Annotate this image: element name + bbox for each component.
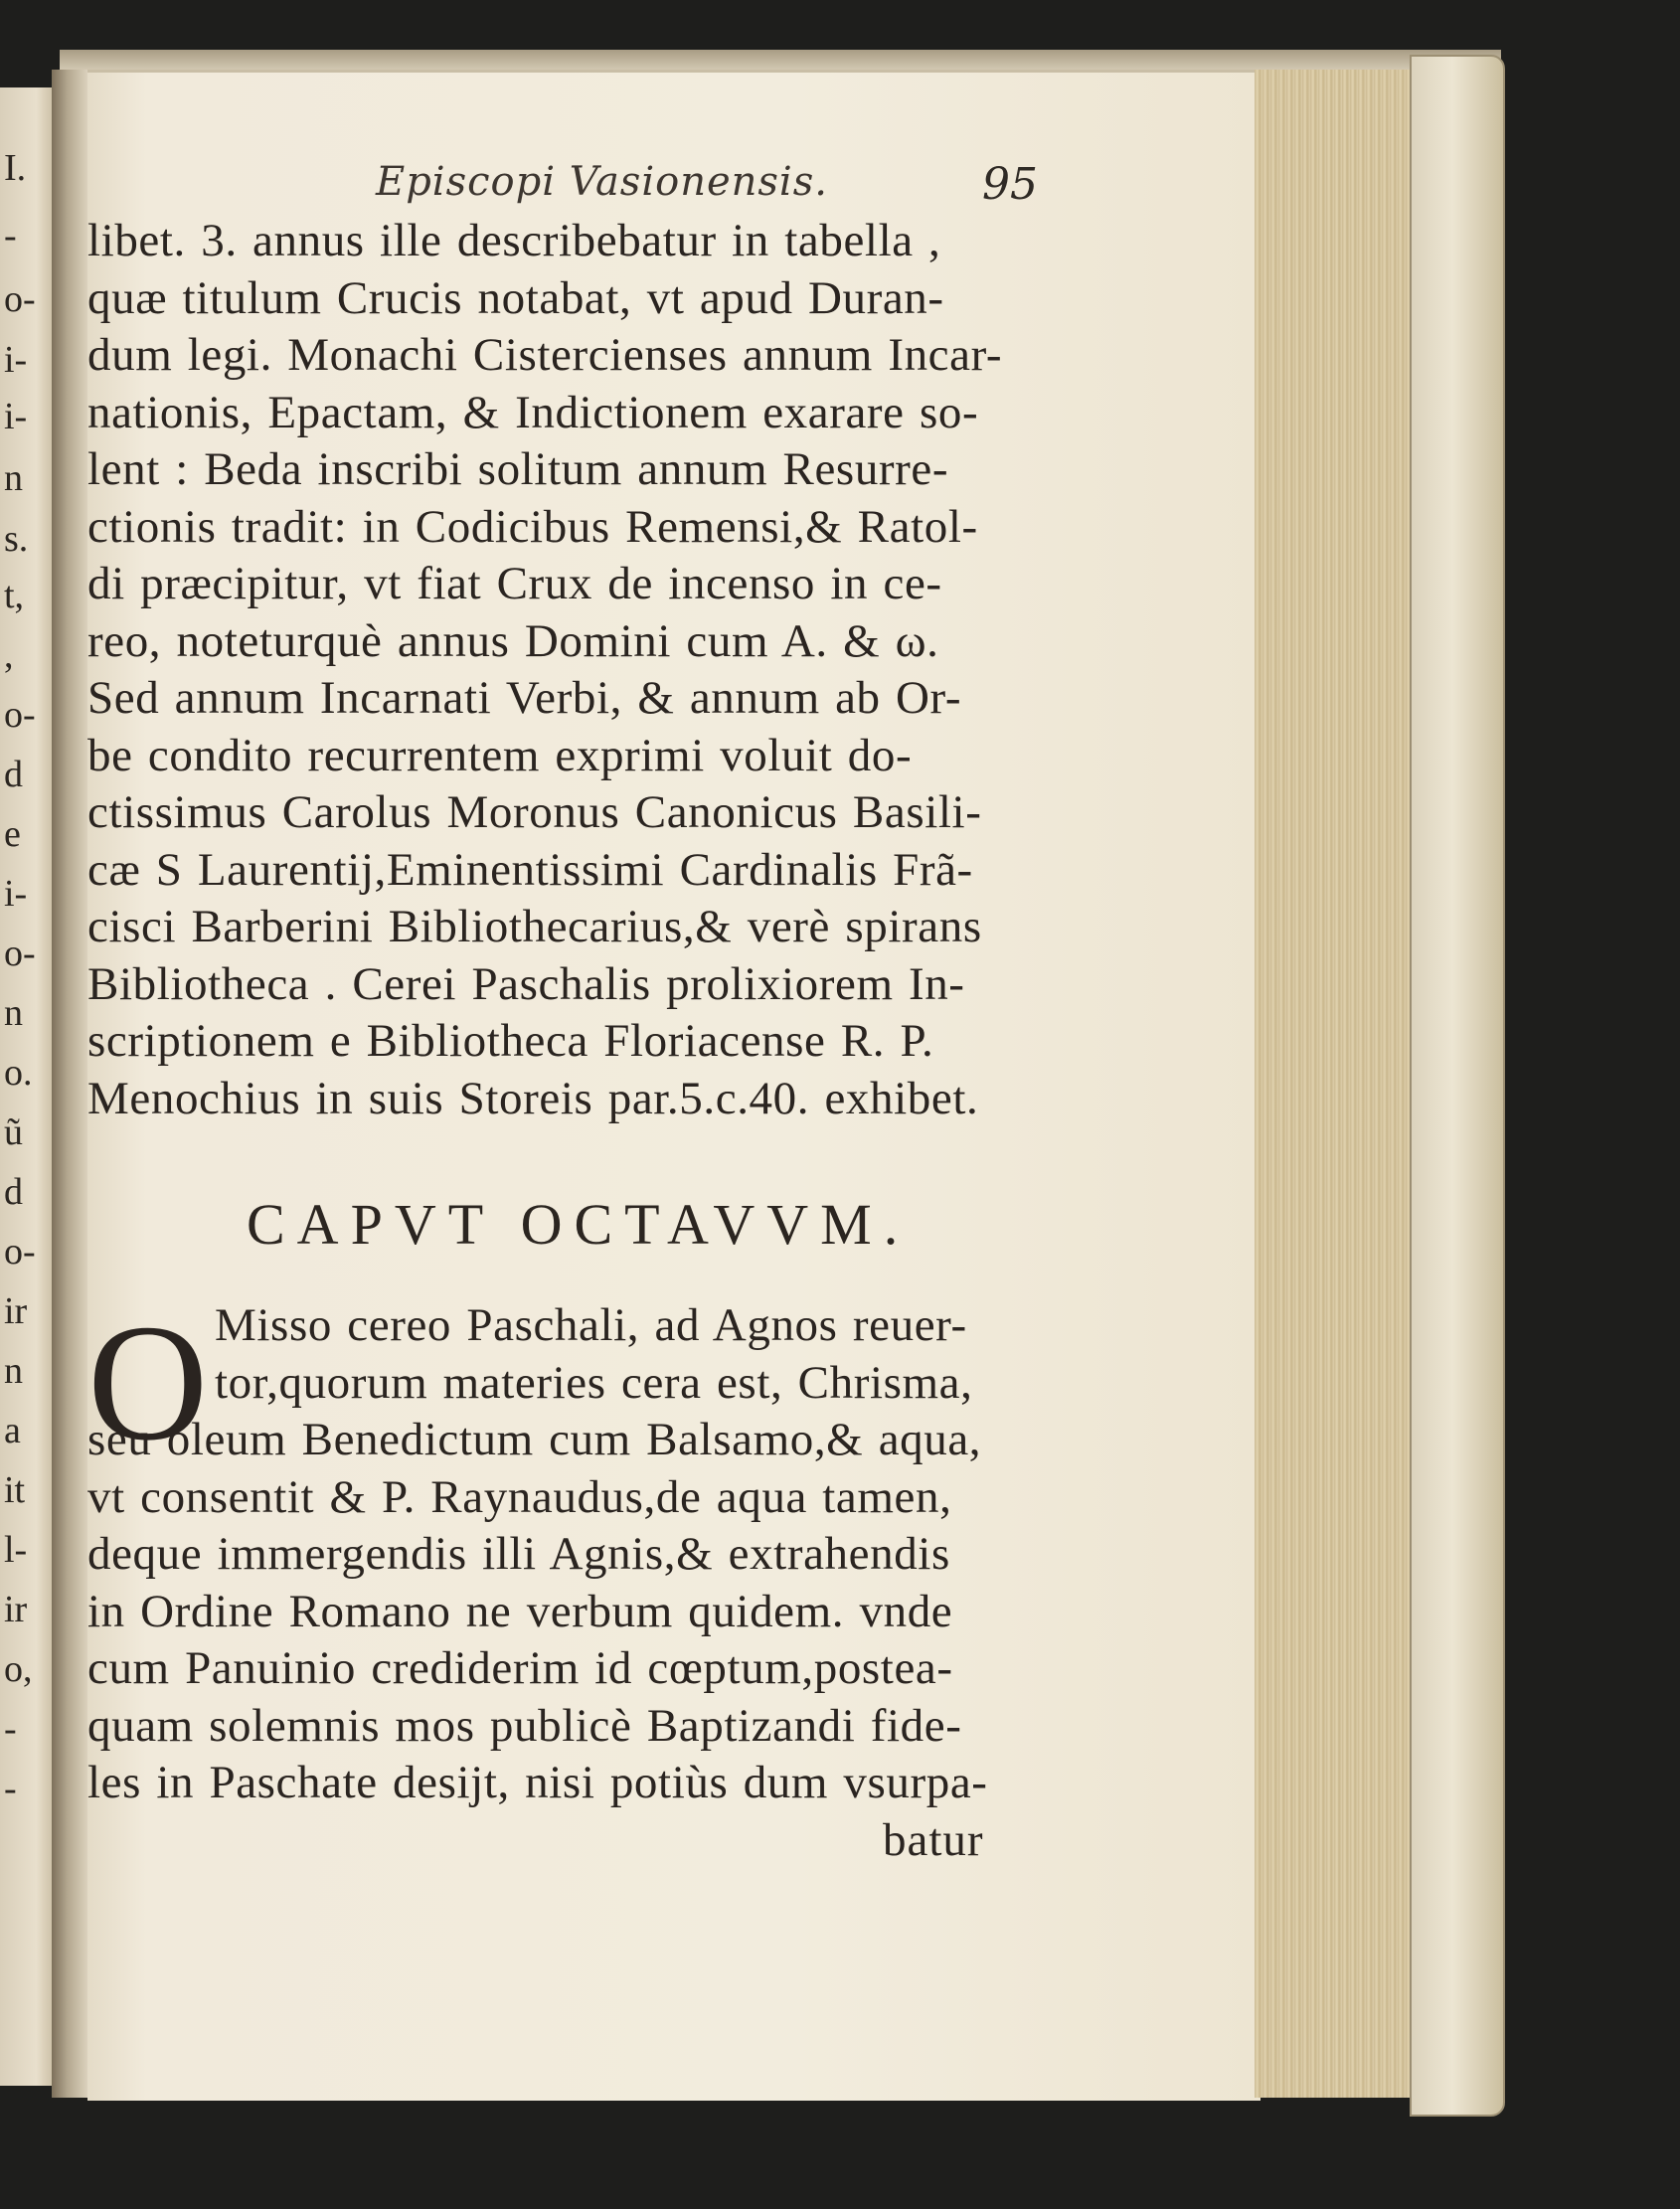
left-page-fragment: ir — [4, 1290, 28, 1332]
left-page-fragment: e — [4, 813, 21, 855]
paragraph-1 — [87, 213, 1082, 1127]
chapter-title: CAPVT OCTAVVM. — [247, 1192, 911, 1257]
text-line: Misso cereo Paschali, ad Agnos reuer- — [215, 1299, 967, 1351]
text-line: quam solemnis mos publicè Baptizandi fide- — [87, 1699, 962, 1752]
paragraph-2 — [87, 1290, 1082, 1812]
page-number: 95 — [982, 159, 1038, 210]
text-line: seu oleum Benedictum cum Balsamo,& aqua, — [87, 1414, 982, 1465]
left-page-fragment: i- — [4, 396, 28, 437]
text-line: quæ titulum Crucis notabat, vt apud Duran- — [87, 271, 944, 324]
left-page-fragment: d — [4, 1171, 23, 1213]
paragraph-2-lines — [87, 1412, 1082, 1812]
left-page-fragment: t, — [4, 575, 25, 616]
left-page-fragment: i- — [4, 339, 28, 381]
running-head: Episcopi Vasionensis. — [376, 159, 828, 205]
left-page-fragment: it — [4, 1469, 26, 1511]
text-line: cum Panuinio crediderim id cœptum,postea- — [87, 1642, 953, 1694]
left-page-fragment: I. — [4, 147, 27, 189]
book-gutter — [52, 70, 91, 2098]
page-header — [87, 149, 1082, 213]
left-page-fragment: n — [4, 1350, 23, 1392]
facing-left-page — [0, 87, 54, 2086]
text-line: cæ S Laurentij,Eminentissimi Cardinalis Frã- — [87, 843, 973, 896]
page-edges — [1255, 70, 1416, 2098]
text-line: di præcipitur, vt fiat Crux de incenso in ce- — [87, 558, 942, 609]
left-page-fragment: n — [4, 457, 23, 499]
left-page-fragment: o- — [4, 933, 36, 974]
left-page-fragment: - — [4, 215, 17, 256]
paragraph-2-indented-lines — [87, 1297, 1082, 1412]
left-page-fragment: - — [4, 1708, 17, 1750]
page-content — [87, 149, 1082, 1869]
text-line: nationis, Epactam, & Indictionem exarare so- — [87, 386, 979, 438]
left-page-fragment: o- — [4, 694, 36, 736]
left-page-fragment: - — [4, 1768, 17, 1809]
left-page-fragment: o. — [4, 1052, 33, 1094]
left-page-fragment: , — [4, 634, 14, 676]
book-cover-top-edge — [60, 50, 1501, 72]
left-page-fragment: o, — [4, 1648, 33, 1690]
text-line: cisci Barberini Bibliothecarius,& verè spirans — [87, 901, 982, 952]
text-line: reo, noteturquè annus Domini cum A. & ω. — [87, 614, 939, 667]
left-page-fragment: o- — [4, 278, 36, 320]
text-line: in Ordine Romano ne verbum quidem. vnde — [87, 1585, 953, 1637]
left-page-fragment: ir — [4, 1589, 28, 1630]
book-cover-edge — [1410, 55, 1505, 2117]
left-page-fragment: ũ — [4, 1111, 23, 1153]
text-line: lent : Beda inscribi solitum annum Resurre- — [87, 443, 949, 495]
text-line: vt consentit & P. Raynaudus,de aqua tamen, — [87, 1470, 952, 1523]
text-line: deque immergendis illi Agnis,& extrahendis — [87, 1528, 950, 1580]
left-page-fragment: a — [4, 1410, 21, 1451]
left-page-fragment: d — [4, 754, 23, 795]
text-line: ctissimus Carolus Moronus Canonicus Basili- — [87, 786, 982, 838]
text-line: Menochius in suis Storeis par.5.c.40. exhibet. — [87, 1072, 979, 1124]
left-page-fragment: i- — [4, 873, 28, 915]
catchword: batur — [883, 1813, 984, 1866]
drop-cap: O — [87, 1290, 209, 1475]
text-line: scriptionem e Bibliotheca Floriacense R. P. — [87, 1015, 934, 1067]
text-line: tor,quorum materies cera est, Chrisma, — [215, 1356, 973, 1409]
left-page-fragment: n — [4, 992, 23, 1034]
left-page-fragment: o- — [4, 1231, 36, 1273]
left-page-fragment: s. — [4, 518, 29, 560]
text-line: ctionis tradit: in Codicibus Remensi,& Ratol- — [87, 500, 978, 553]
text-line: libet. 3. annus ille describebatur in tabella , — [87, 215, 941, 266]
text-line: dum legi. Monachi Cistercienses annum Incar- — [87, 329, 1003, 381]
left-page-fragment: l- — [4, 1529, 28, 1571]
text-line: be condito recurrentem exprimi voluit do- — [87, 729, 913, 781]
text-line: les in Paschate desijt, nisi potiùs dum vsurpa- — [87, 1757, 988, 1808]
text-line: Sed annum Incarnati Verbi, & annum ab Or- — [87, 672, 962, 724]
text-line: Bibliotheca . Cerei Paschalis prolixiorem In- — [87, 957, 965, 1010]
